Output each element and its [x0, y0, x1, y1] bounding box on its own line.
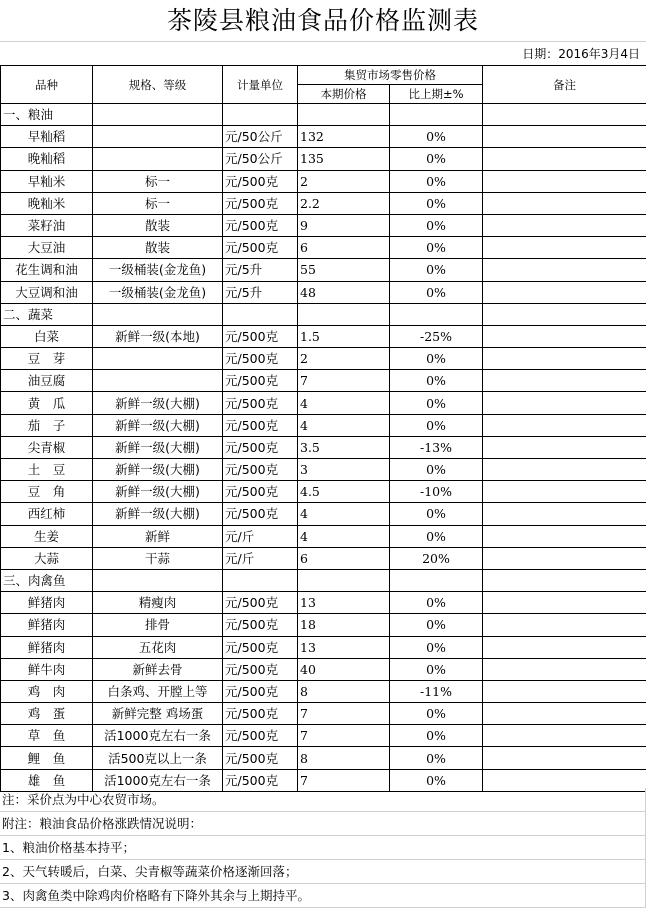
item-name: 鲜猪肉 — [1, 636, 93, 658]
item-remarks — [483, 414, 646, 436]
item-price: 4 — [298, 503, 390, 525]
item-spec: 排骨 — [93, 614, 223, 636]
note-row — [0, 812, 646, 836]
item-unit: 元/50公斤 — [223, 126, 298, 148]
item-spec: 新鲜一级(大棚) — [93, 436, 223, 458]
item-remarks — [483, 325, 646, 347]
item-remarks — [483, 614, 646, 636]
item-price: 132 — [298, 126, 390, 148]
item-change: 0% — [390, 214, 483, 236]
item-price: 4 — [298, 392, 390, 414]
item-spec: 五花肉 — [93, 636, 223, 658]
section-label: 二、蔬菜 — [1, 303, 93, 325]
item-change: -10% — [390, 481, 483, 503]
item-unit: 元/500克 — [223, 392, 298, 414]
item-price: 4 — [298, 414, 390, 436]
item-unit: 元/500克 — [223, 237, 298, 259]
item-name: 白菜 — [1, 325, 93, 347]
section-label: 一、粮油 — [1, 104, 93, 126]
item-unit: 元/500克 — [223, 459, 298, 481]
item-change: 0% — [390, 170, 483, 192]
item-unit: 元/500克 — [223, 370, 298, 392]
item-remarks — [483, 148, 646, 170]
item-remarks — [483, 170, 646, 192]
item-name: 鲤 鱼 — [1, 747, 93, 769]
col-header-unit: 计量单位 — [223, 66, 298, 104]
item-price: 135 — [298, 148, 390, 170]
item-price: 6 — [298, 547, 390, 569]
item-change: 0% — [390, 392, 483, 414]
item-change: 0% — [390, 525, 483, 547]
item-unit: 元/500克 — [223, 214, 298, 236]
item-name: 雄 鱼 — [1, 769, 93, 791]
table-row — [1, 148, 646, 170]
header-row — [1, 66, 646, 85]
item-name: 鲜牛肉 — [1, 658, 93, 680]
note-text: 3、肉禽鱼类中除鸡肉价格略有下降外其余与上期持平。 — [0, 884, 646, 908]
item-change: 0% — [390, 259, 483, 281]
item-price: 7 — [298, 725, 390, 747]
item-name: 早籼米 — [1, 170, 93, 192]
item-remarks — [483, 747, 646, 769]
item-unit: 元/500克 — [223, 170, 298, 192]
item-price: 8 — [298, 680, 390, 702]
item-spec — [93, 126, 223, 148]
item-remarks — [483, 703, 646, 725]
table-row — [1, 214, 646, 236]
note-text: 附注：粮油食品价格涨跌情况说明： — [0, 812, 646, 836]
item-spec: 散装 — [93, 214, 223, 236]
item-name: 尖青椒 — [1, 436, 93, 458]
table-row — [1, 680, 646, 702]
item-name: 西红柿 — [1, 503, 93, 525]
item-change: -25% — [390, 325, 483, 347]
item-unit: 元/500克 — [223, 658, 298, 680]
item-change: 0% — [390, 281, 483, 303]
item-remarks — [483, 658, 646, 680]
table-row — [1, 414, 646, 436]
item-remarks — [483, 547, 646, 569]
item-unit: 元/500克 — [223, 325, 298, 347]
item-change: 20% — [390, 547, 483, 569]
item-change: -11% — [390, 680, 483, 702]
item-spec: 新鲜一级(大棚) — [93, 414, 223, 436]
item-change: 0% — [390, 592, 483, 614]
col-header-spec: 规格、等级 — [93, 66, 223, 104]
section-row — [1, 569, 646, 591]
item-name: 鲜猪肉 — [1, 592, 93, 614]
price-table — [0, 65, 646, 792]
empty-cell — [93, 569, 223, 591]
item-name: 鲜猪肉 — [1, 614, 93, 636]
item-name: 茄 子 — [1, 414, 93, 436]
item-price: 7 — [298, 769, 390, 791]
item-remarks — [483, 592, 646, 614]
note-row — [0, 884, 646, 908]
item-spec: 新鲜一级(大棚) — [93, 503, 223, 525]
item-remarks — [483, 525, 646, 547]
item-spec — [93, 148, 223, 170]
table-row — [1, 703, 646, 725]
item-price: 3 — [298, 459, 390, 481]
item-price: 9 — [298, 214, 390, 236]
table-row — [1, 392, 646, 414]
item-remarks — [483, 281, 646, 303]
item-name: 草 鱼 — [1, 725, 93, 747]
item-remarks — [483, 459, 646, 481]
item-price: 13 — [298, 592, 390, 614]
item-spec: 白条鸡、开膛上等 — [93, 680, 223, 702]
item-unit: 元/500克 — [223, 414, 298, 436]
item-spec: 一级桶装(金龙鱼) — [93, 259, 223, 281]
item-name: 土 豆 — [1, 459, 93, 481]
table-row — [1, 348, 646, 370]
item-spec: 新鲜一级(大棚) — [93, 392, 223, 414]
item-unit: 元/斤 — [223, 547, 298, 569]
item-unit: 元/500克 — [223, 481, 298, 503]
item-name: 鸡 肉 — [1, 680, 93, 702]
item-spec: 新鲜一级(本地) — [93, 325, 223, 347]
table-row — [1, 592, 646, 614]
item-unit: 元/5升 — [223, 281, 298, 303]
item-unit: 元/500克 — [223, 680, 298, 702]
empty-cell — [223, 104, 298, 126]
table-row — [1, 126, 646, 148]
note-text: 2、天气转暖后，白菜、尖青椒等蔬菜价格逐渐回落； — [0, 860, 646, 884]
table-row — [1, 325, 646, 347]
col-header-remarks: 备注 — [483, 66, 646, 104]
table-row — [1, 237, 646, 259]
item-remarks — [483, 636, 646, 658]
item-spec: 活1000克左右一条 — [93, 769, 223, 791]
item-unit: 元/斤 — [223, 525, 298, 547]
empty-cell — [483, 569, 646, 591]
item-spec: 活500克以上一条 — [93, 747, 223, 769]
item-price: 18 — [298, 614, 390, 636]
item-spec: 新鲜 — [93, 525, 223, 547]
item-remarks — [483, 481, 646, 503]
item-unit: 元/50公斤 — [223, 148, 298, 170]
item-price: 7 — [298, 370, 390, 392]
table-row — [1, 658, 646, 680]
col-header-variety: 品种 — [1, 66, 93, 104]
item-change: 0% — [390, 769, 483, 791]
item-remarks — [483, 126, 646, 148]
empty-cell — [93, 303, 223, 325]
empty-cell — [223, 569, 298, 591]
item-change: 0% — [390, 237, 483, 259]
item-spec: 标一 — [93, 170, 223, 192]
item-spec: 标一 — [93, 192, 223, 214]
item-price: 7 — [298, 703, 390, 725]
item-change: 0% — [390, 658, 483, 680]
empty-cell — [483, 104, 646, 126]
item-price: 2 — [298, 348, 390, 370]
item-change: 0% — [390, 703, 483, 725]
item-unit: 元/500克 — [223, 592, 298, 614]
table-row — [1, 525, 646, 547]
item-spec: 散装 — [93, 237, 223, 259]
table-row — [1, 436, 646, 458]
empty-cell — [483, 303, 646, 325]
item-name: 生姜 — [1, 525, 93, 547]
note-text: 1、粮油价格基本持平； — [0, 836, 646, 860]
item-price: 13 — [298, 636, 390, 658]
item-change: -13% — [390, 436, 483, 458]
item-unit: 元/500克 — [223, 192, 298, 214]
item-unit: 元/500克 — [223, 503, 298, 525]
item-name: 大豆油 — [1, 237, 93, 259]
item-name: 花生调和油 — [1, 259, 93, 281]
section-label: 三、肉禽鱼 — [1, 569, 93, 591]
table-row — [1, 725, 646, 747]
item-unit: 元/500克 — [223, 769, 298, 791]
item-name: 鸡 蛋 — [1, 703, 93, 725]
item-name: 晚籼稻 — [1, 148, 93, 170]
item-remarks — [483, 725, 646, 747]
item-name: 大豆调和油 — [1, 281, 93, 303]
item-spec: 一级桶装(金龙鱼) — [93, 281, 223, 303]
item-price: 48 — [298, 281, 390, 303]
item-remarks — [483, 259, 646, 281]
item-change: 0% — [390, 503, 483, 525]
item-name: 油豆腐 — [1, 370, 93, 392]
item-name: 黄 瓜 — [1, 392, 93, 414]
table-row — [1, 547, 646, 569]
item-price: 55 — [298, 259, 390, 281]
table-row — [1, 636, 646, 658]
section-row — [1, 303, 646, 325]
table-row — [1, 747, 646, 769]
note-row — [0, 788, 646, 812]
item-remarks — [483, 680, 646, 702]
section-row — [1, 104, 646, 126]
item-unit: 元/500克 — [223, 614, 298, 636]
table-row — [1, 614, 646, 636]
item-spec: 新鲜一级(大棚) — [93, 459, 223, 481]
item-spec: 新鲜去骨 — [93, 658, 223, 680]
item-remarks — [483, 237, 646, 259]
item-name: 晚籼米 — [1, 192, 93, 214]
item-change: 0% — [390, 636, 483, 658]
item-remarks — [483, 436, 646, 458]
page-title: 茶陵县粮油食品价格监测表 — [0, 0, 646, 42]
table-row — [1, 192, 646, 214]
empty-cell — [390, 104, 483, 126]
empty-cell — [93, 104, 223, 126]
item-change: 0% — [390, 747, 483, 769]
empty-cell — [223, 303, 298, 325]
item-change: 0% — [390, 192, 483, 214]
item-price: 2 — [298, 170, 390, 192]
table-row — [1, 259, 646, 281]
col-header-market: 集贸市场零售价格 — [298, 66, 483, 85]
item-spec: 新鲜完整 鸡场蛋 — [93, 703, 223, 725]
table-row — [1, 370, 646, 392]
item-price: 6 — [298, 237, 390, 259]
empty-cell — [298, 569, 390, 591]
item-change: 0% — [390, 414, 483, 436]
empty-cell — [390, 569, 483, 591]
item-change: 0% — [390, 370, 483, 392]
item-unit: 元/500克 — [223, 703, 298, 725]
item-price: 40 — [298, 658, 390, 680]
item-remarks — [483, 503, 646, 525]
item-price: 1.5 — [298, 325, 390, 347]
note-text: 注：采价点为中心农贸市场。 — [0, 788, 646, 812]
item-spec — [93, 370, 223, 392]
table-row — [1, 459, 646, 481]
item-name: 豆 芽 — [1, 348, 93, 370]
item-name: 豆 角 — [1, 481, 93, 503]
empty-cell — [298, 104, 390, 126]
item-unit: 元/500克 — [223, 725, 298, 747]
item-change: 0% — [390, 725, 483, 747]
notes-table — [0, 788, 646, 908]
item-remarks — [483, 192, 646, 214]
table-row — [1, 503, 646, 525]
item-name: 早籼稻 — [1, 126, 93, 148]
item-change: 0% — [390, 459, 483, 481]
item-price: 4.5 — [298, 481, 390, 503]
item-change: 0% — [390, 126, 483, 148]
col-header-current-price: 本期价格 — [298, 85, 390, 104]
col-header-change: 比上期±% — [390, 85, 483, 104]
item-remarks — [483, 392, 646, 414]
item-price: 3.5 — [298, 436, 390, 458]
item-spec: 活1000克左右一条 — [93, 725, 223, 747]
item-price: 4 — [298, 525, 390, 547]
item-name: 大蒜 — [1, 547, 93, 569]
note-row — [0, 836, 646, 860]
item-unit: 元/500克 — [223, 436, 298, 458]
empty-cell — [390, 303, 483, 325]
item-change: 0% — [390, 148, 483, 170]
item-unit: 元/500克 — [223, 348, 298, 370]
empty-cell — [298, 303, 390, 325]
item-name: 菜籽油 — [1, 214, 93, 236]
item-change: 0% — [390, 614, 483, 636]
table-row — [1, 281, 646, 303]
item-price: 2.2 — [298, 192, 390, 214]
item-spec — [93, 348, 223, 370]
item-remarks — [483, 370, 646, 392]
item-unit: 元/500克 — [223, 636, 298, 658]
table-row — [1, 170, 646, 192]
item-unit: 元/5升 — [223, 259, 298, 281]
item-spec: 干蒜 — [93, 547, 223, 569]
item-change: 0% — [390, 348, 483, 370]
item-spec: 新鲜一级(大棚) — [93, 481, 223, 503]
item-spec: 精瘦肉 — [93, 592, 223, 614]
item-unit: 元/500克 — [223, 747, 298, 769]
item-price: 8 — [298, 747, 390, 769]
table-row — [1, 481, 646, 503]
note-row — [0, 860, 646, 884]
item-remarks — [483, 348, 646, 370]
item-remarks — [483, 214, 646, 236]
report-date: 日期：2016年3月4日 — [522, 44, 640, 64]
